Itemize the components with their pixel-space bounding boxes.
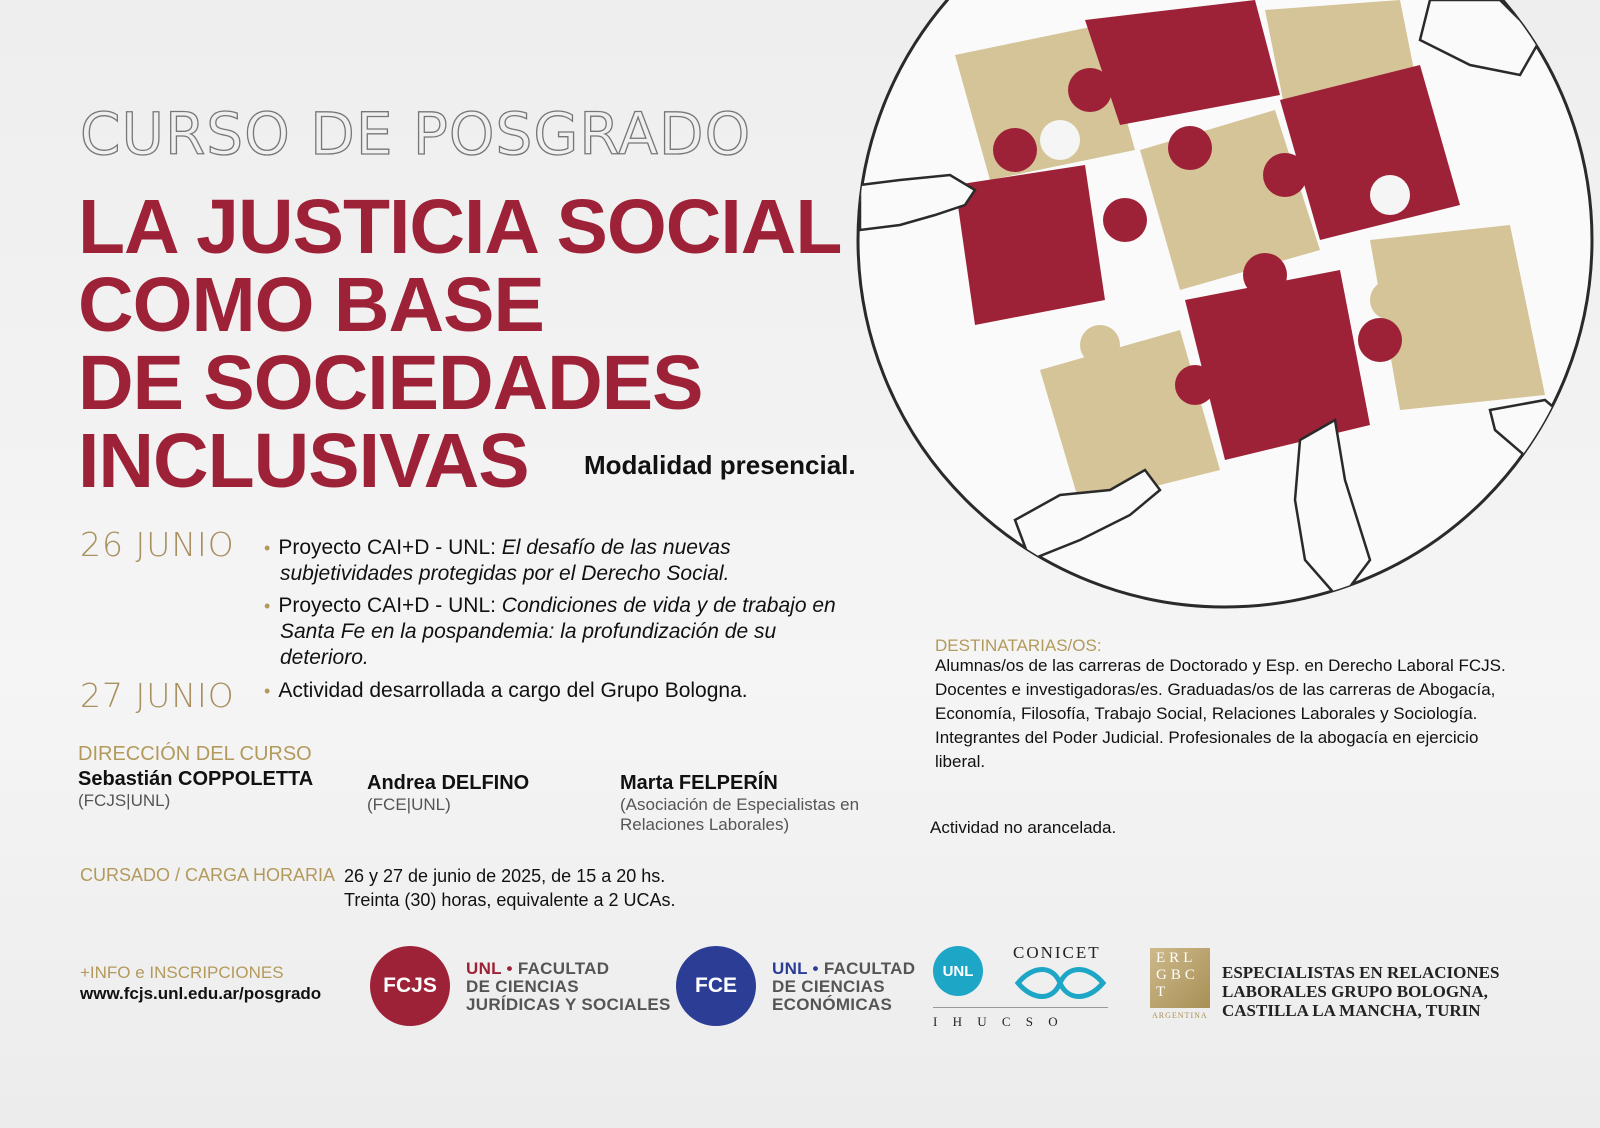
person-affiliation: (FCJS|UNL) — [78, 791, 171, 810]
conicet-icon — [1013, 965, 1108, 1001]
course-load-label: CURSADO / CARGA HORARIA — [80, 865, 336, 885]
director-2 — [367, 772, 529, 815]
fac-line: FACULTAD — [517, 959, 610, 978]
course-kicker: CURSO DE POSGRADO — [80, 100, 752, 168]
ihucso-label: I H U C S O — [933, 1014, 1064, 1029]
list-item — [264, 593, 864, 671]
title-line: LA JUSTICIA SOCIAL — [78, 184, 842, 270]
item-text: Actividad desarrollada a cargo del Grupo Bologna. — [278, 679, 748, 702]
bullet-icon: • — [264, 681, 271, 701]
course-dates: 26 y 27 de junio de 2025, de 15 a 20 hs. — [344, 866, 666, 886]
fce-text: UNL • FACULTAD DE CIENCIAS ECONÓMICAS — [772, 959, 916, 1014]
org-line: CASTILLA LA MANCHA, TURIN — [1222, 1001, 1481, 1020]
date-day-2: 27 JUNIO — [80, 676, 235, 715]
director-3 — [620, 772, 860, 835]
divider — [933, 1007, 1108, 1008]
letter: E — [1156, 950, 1170, 966]
letter: C — [1184, 967, 1199, 983]
erlgbc-logo — [1150, 948, 1210, 1008]
fee-note: Actividad no arancelada. — [930, 818, 1117, 837]
person-affiliation: (Asociación de Especialistas en Relaciones Laborales) — [620, 795, 860, 834]
date-day-1: 26 JUNIO — [80, 525, 235, 564]
bullet-icon: • — [264, 596, 271, 616]
item-title: El desafío de las nuevas subjetividades protegidas por el Derecho Social. — [280, 536, 731, 585]
fcjs-logo: FCJS — [370, 946, 450, 1026]
fac-line: DE CIENCIAS — [772, 977, 885, 996]
person-name: Marta FELPERÍN — [620, 772, 778, 794]
letter: B — [1170, 967, 1185, 983]
letter: T — [1156, 984, 1170, 1000]
person-name: Andrea DELFINO — [367, 772, 530, 794]
modality: Modalidad presencial. — [584, 450, 856, 480]
title-line: DE SOCIEDADES — [78, 340, 703, 426]
puzzle-piece-red — [955, 165, 1105, 325]
conicet-label: CONICET — [1013, 943, 1101, 962]
direction-label: DIRECCIÓN DEL CURSO — [78, 743, 312, 765]
list-item — [264, 535, 864, 587]
audience-text: Alumnas/os de las carreras de Doctorado y Esp. en Derecho Laboral FCJS. Docentes e investigadoras/es. Graduadas/os de las carreras de Abogacía, Economía, Filosofía, Trabajo Social, Relaciones Laborales y Sociología. Integrantes del Poder Judicial. Profesionales de la abogacía en ejercicio liberal. — [935, 656, 1506, 771]
letter: L — [1183, 950, 1197, 966]
letter: G — [1156, 967, 1171, 983]
unl-mark: UNL — [772, 959, 808, 978]
person-name: Sebastián COPPOLETTA — [78, 768, 314, 790]
puzzle-illustration — [855, 0, 1600, 620]
title-line: COMO BASE — [78, 262, 544, 348]
org-line: ESPECIALISTAS EN RELACIONES — [1222, 963, 1500, 982]
day-2-items — [264, 678, 864, 710]
unl-logo: UNL — [933, 946, 983, 996]
letter: R — [1169, 950, 1184, 966]
info-link[interactable]: www.fcjs.unl.edu.ar/posgrado — [80, 984, 322, 1003]
course-load-details — [344, 864, 676, 912]
day-1-items — [264, 535, 864, 677]
fac-line: FACULTAD — [823, 959, 916, 978]
info-label: +INFO e INSCRIPCIONES — [80, 963, 284, 982]
director-1 — [78, 768, 313, 811]
fcjs-text: UNL • FACULTAD DE CIENCIAS JURÍDICAS Y SOCIALES — [466, 959, 671, 1014]
fac-line: ECONÓMICAS — [772, 995, 893, 1014]
person-affiliation: (FCE|UNL) — [367, 795, 451, 814]
item-prefix: Proyecto CAI+D - UNL: — [278, 594, 502, 617]
erlgbc-country: ARGENTINA — [1152, 1011, 1208, 1020]
fac-line: JURÍDICAS Y SOCIALES — [466, 995, 671, 1014]
erlgbc-text — [1222, 963, 1499, 1020]
audience-label: DESTINATARIAS/OS: — [935, 636, 1102, 655]
erlgbc-letters — [1156, 950, 1210, 1001]
bullet-icon: • — [264, 538, 271, 558]
item-prefix: Proyecto CAI+D - UNL: — [278, 536, 502, 559]
unl-mark: UNL — [466, 959, 502, 978]
course-hours: Treinta (30) horas, equivalente a 2 UCAs. — [344, 890, 676, 910]
org-line: LABORALES GRUPO BOLOGNA, — [1222, 982, 1488, 1001]
fac-line: DE CIENCIAS — [466, 977, 579, 996]
fce-logo: FCE — [676, 946, 756, 1026]
title-line: INCLUSIVAS — [78, 418, 529, 504]
list-item — [264, 678, 864, 704]
item-title: Condiciones de vida y de trabajo en Santa Fe en la pospandemia: la profundización de su deterioro. — [280, 594, 836, 669]
